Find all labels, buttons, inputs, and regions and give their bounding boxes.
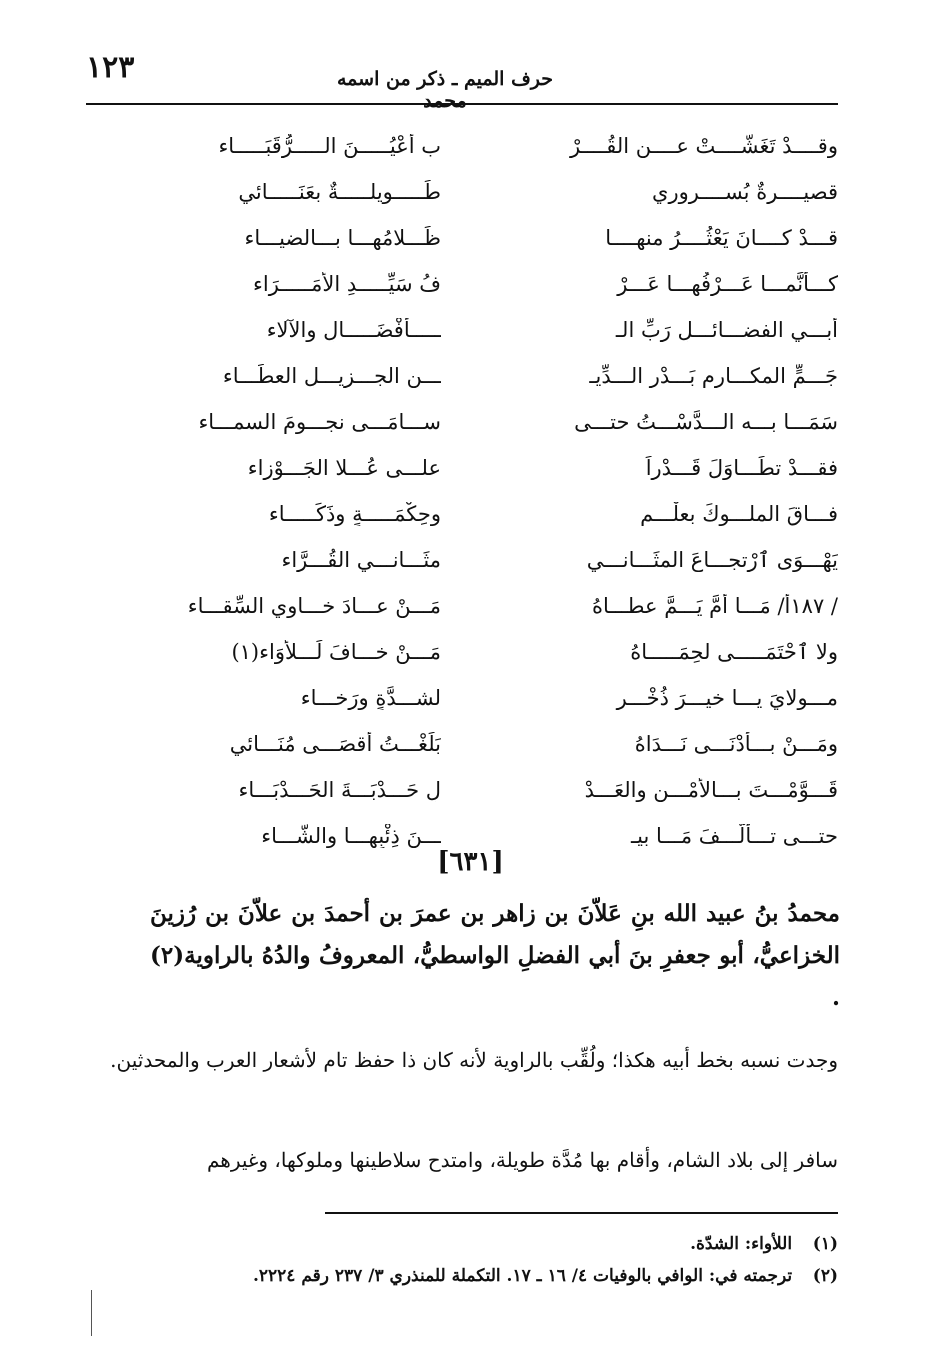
running-header: حرف الميم ـ ذكر من اسمه محمد <box>337 68 553 112</box>
verse-first-hemistich: قَـــوَّمْـــتَ بـــالأمْـــنِ والعَـــدْ <box>584 778 838 802</box>
entry-heading: محمدُ بنُ عبيد الله بنِ عَلاّنَ بن زاهر بن عمرَ بن أحمدَ بن علاّنَ بن رُزينَ الخزاعيُّ، أبو جعفرِ بنَ أبي الفضلِ الواسطيُّ، المعروفُ والدُهُ بالراوية(٢) . <box>150 900 840 1011</box>
margin-mark <box>91 1290 92 1336</box>
verse-line <box>86 583 838 629</box>
verse-second-hemistich: ـــنَ ذِئْبِهـــا والشَّـــاء <box>261 824 441 848</box>
verse-second-hemistich: وحِكْمَـــــةٍ وذَكَـــــاء <box>268 502 441 526</box>
verse-second-hemistich: ظَـــلامُهـــا بـــالضيـــاء <box>244 226 441 250</box>
verse-second-hemistich: مَـــنْ خـــافَ لَـــلأوَاء(١) <box>231 640 441 664</box>
verse-line <box>86 307 838 353</box>
verse-second-hemistich: طَـــــويلـــــةٌ بعَنَـــــائي <box>238 180 441 204</box>
verse-line <box>86 445 838 491</box>
verse-line <box>86 721 838 767</box>
verse-first-hemistich: فـــاقَ الملـــوكَ بعلْـــمٍ <box>640 502 838 526</box>
verse-second-hemistich: بَلَغْـــتُ أقصَـــى مُنَـــائي <box>229 732 441 756</box>
verse-line <box>86 169 838 215</box>
footnote-text: ترجمته في: الوافي بالوفيات ٤/ ١٦ ـ ١٧. التكملة للمنذري ٣/ ٢٣٧ رقم ٢٢٢٤. <box>252 1266 793 1286</box>
verse-line <box>86 399 838 445</box>
footnote <box>86 1228 838 1260</box>
verse-second-hemistich: ب أعْيُـــــنَ الـــــرُّقَبَـــــاء <box>218 134 441 158</box>
verse-first-hemistich: قصيــــرةٌ بُســــروري <box>652 180 838 204</box>
verse-first-hemistich: مـــولايَ يـــا خيـــرَ ذُخْـــرٍ <box>616 686 838 710</box>
verse-first-hemistich: فقـــدْ تطَـــاوَلَ قَـــدْراً <box>645 456 838 480</box>
verse-first-hemistich: ولا ٱحْتَمَـــــى لحِمَـــــاهُ <box>630 640 838 664</box>
verse-second-hemistich: لِ حَـــدْبَـــةَ الحَـــدْبَـــاء <box>238 778 441 802</box>
verse-first-hemistich: سَمَـــا بـــه الـــدَّسْـــتُ حتـــى <box>574 410 838 434</box>
footnote-marker: (١) <box>812 1234 838 1254</box>
footnote-text: اللأواء: الشدّة. <box>690 1234 793 1254</box>
page-number: ١٢٣ <box>86 50 135 85</box>
verse-first-hemistich: / ١٨٧أ/ مَـــا أمَّ يَـــمَّ عطـــاهُ <box>591 594 838 618</box>
verse-second-hemistich: مثَـــانـــي القُـــرَّاء <box>281 548 441 572</box>
verse-first-hemistich: حتـــى تـــألَّـــفَ مَـــا بيـ <box>630 824 838 848</box>
body-paragraph: سافر إلى بلاد الشام، وأقام بها مُدَّة طويلة، وامتدح سلاطينها وملوكها، وغيرهم <box>207 1148 838 1172</box>
verse-first-hemistich: جَـــمٍّ المكـــارمِ بَـــدْرِ الـــدِّيـ <box>589 364 838 388</box>
verse-second-hemistich: لشـــدَّةٍ ورَخـــاء <box>300 686 441 710</box>
verse-line <box>86 675 838 721</box>
verse-second-hemistich: ســـامَـــى نجـــومَ السمـــاء <box>198 410 441 434</box>
verse-second-hemistich: علـــى عُـــلا الجَـــوْزاء <box>247 456 441 480</box>
verse-line <box>86 537 838 583</box>
footnote <box>86 1260 838 1292</box>
verse-first-hemistich: كـــأنَّمـــا عَـــرْفُهـــا عَـــرْ <box>617 272 838 296</box>
verse-line <box>86 629 838 675</box>
verse-line <box>86 215 838 261</box>
verse-first-hemistich: قـــدْ كــــانَ يَعْثُــــرُ منهــــا <box>605 226 838 250</box>
verse-first-hemistich: ومَـــنْ بـــأدْنَـــى نَـــدَاهُ <box>634 732 838 756</box>
verse-line <box>86 353 838 399</box>
verse-second-hemistich: ـــــأفْضَـــــالِ والآلاء <box>266 318 441 342</box>
verse-first-hemistich: وقــــدْ تَغَشَّــــتْ عــــن القُــــرْ <box>570 134 838 158</box>
verse-second-hemistich: فُ سَيِّـــــدِ الأمَـــــرَاء <box>253 272 441 296</box>
verse-line <box>86 491 838 537</box>
verse-line <box>86 767 838 813</box>
verse-first-hemistich: يَهْـــوَى ٱرْتجـــاعَ المثَـــانـــي <box>586 548 838 572</box>
verse-first-hemistich: أبـــي الفضـــائـــلِ رَبِّ الـ <box>615 318 838 342</box>
footnote-marker: (٢) <box>812 1266 838 1286</box>
verse-line <box>86 261 838 307</box>
footnotes <box>86 1228 838 1292</box>
body-paragraph: وجدت نسبه بخط أبيه هكذا؛ ولُقِّب بالراوية لأنه كان ذا حفظ تام لأشعار العرب والمحدثين. <box>110 1048 838 1072</box>
verse-line <box>86 123 838 169</box>
poem-verses <box>86 123 838 859</box>
header-divider <box>86 103 838 105</box>
entry-number: [٦٣١] <box>437 847 504 877</box>
verse-second-hemistich: ـــنِ الجـــزيـــلِ العطَـــاء <box>222 364 441 388</box>
footnote-divider <box>325 1212 838 1214</box>
verse-second-hemistich: مَـــنْ عـــادَ خـــاوي السِّقـــاء <box>187 594 441 618</box>
